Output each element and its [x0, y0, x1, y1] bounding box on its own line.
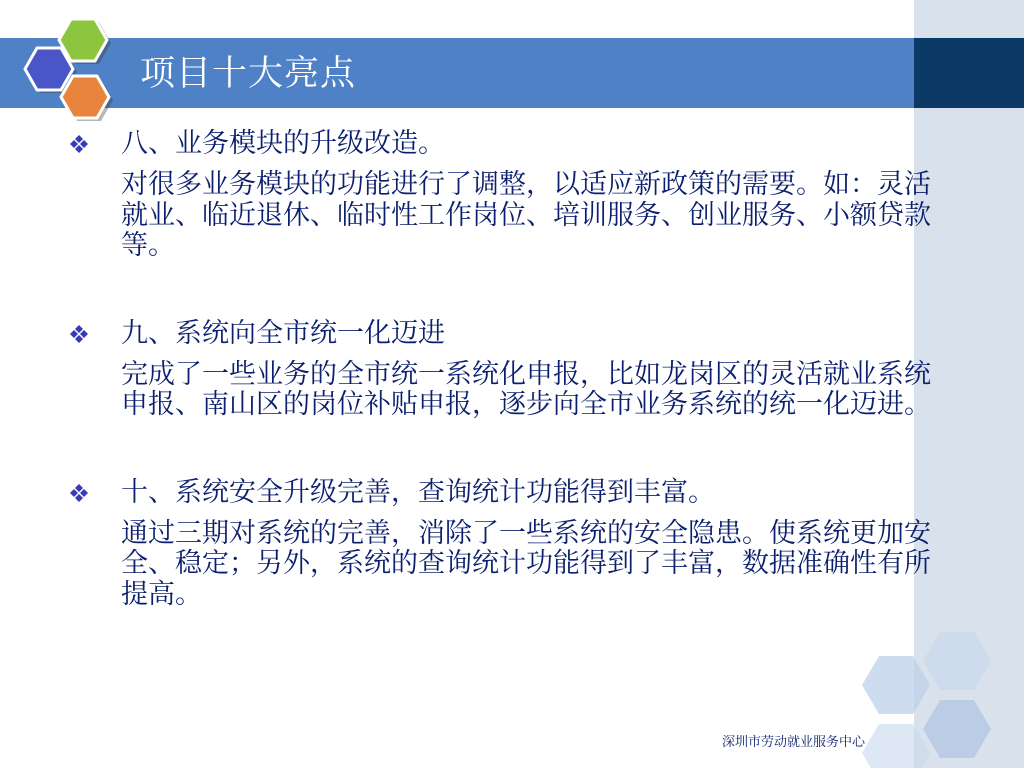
decorative-hexagons-icon [855, 625, 1024, 768]
section-heading: 九、系统向全市统一化迈进 [121, 317, 445, 349]
section-body: 完成了一些业务的全市统一系统化申报，比如龙岗区的灵活就业系统申报、南山区的岗位补贴申报，逐步向全市业务系统的统一化迈进。 [121, 358, 931, 420]
logo-blue-hex [25, 48, 73, 90]
diamond-bullet-icon [64, 473, 94, 513]
section-body: 对很多业务模块的功能进行了调整，以适应新政策的需要。如：灵活就业、临近退休、临时性工作岗位、培训服务、创业服务、小额贷款等。 [121, 169, 931, 261]
header-dark-block [914, 38, 1024, 108]
section-heading: 八、业务模块的升级改造。 [121, 128, 445, 159]
section-heading: 十、系统安全升级完善，查询统计功能得到丰富。 [121, 476, 715, 508]
bullet-line [62, 124, 952, 164]
slide-title: 项目十大亮点 [140, 54, 357, 94]
section-10 [62, 473, 952, 611]
section-9 [62, 314, 952, 421]
diamond-bullet-icon [64, 124, 94, 164]
footer-organization: 深圳市劳动就业服务中心 [722, 735, 866, 750]
bullet-line [62, 314, 952, 354]
logo-orange-hex [61, 76, 109, 118]
section-body: 通过三期对系统的完善，消除了一些系统的安全隐患。使系统更加安全、稳定；另外，系统的查询统计功能得到了丰富，数据准确性有所提高。 [121, 517, 931, 610]
section-8 [62, 124, 952, 262]
bullet-line [62, 473, 952, 513]
content-area [62, 124, 952, 662]
hexagon-logo-icon [0, 0, 140, 130]
diamond-bullet-icon [64, 314, 94, 354]
